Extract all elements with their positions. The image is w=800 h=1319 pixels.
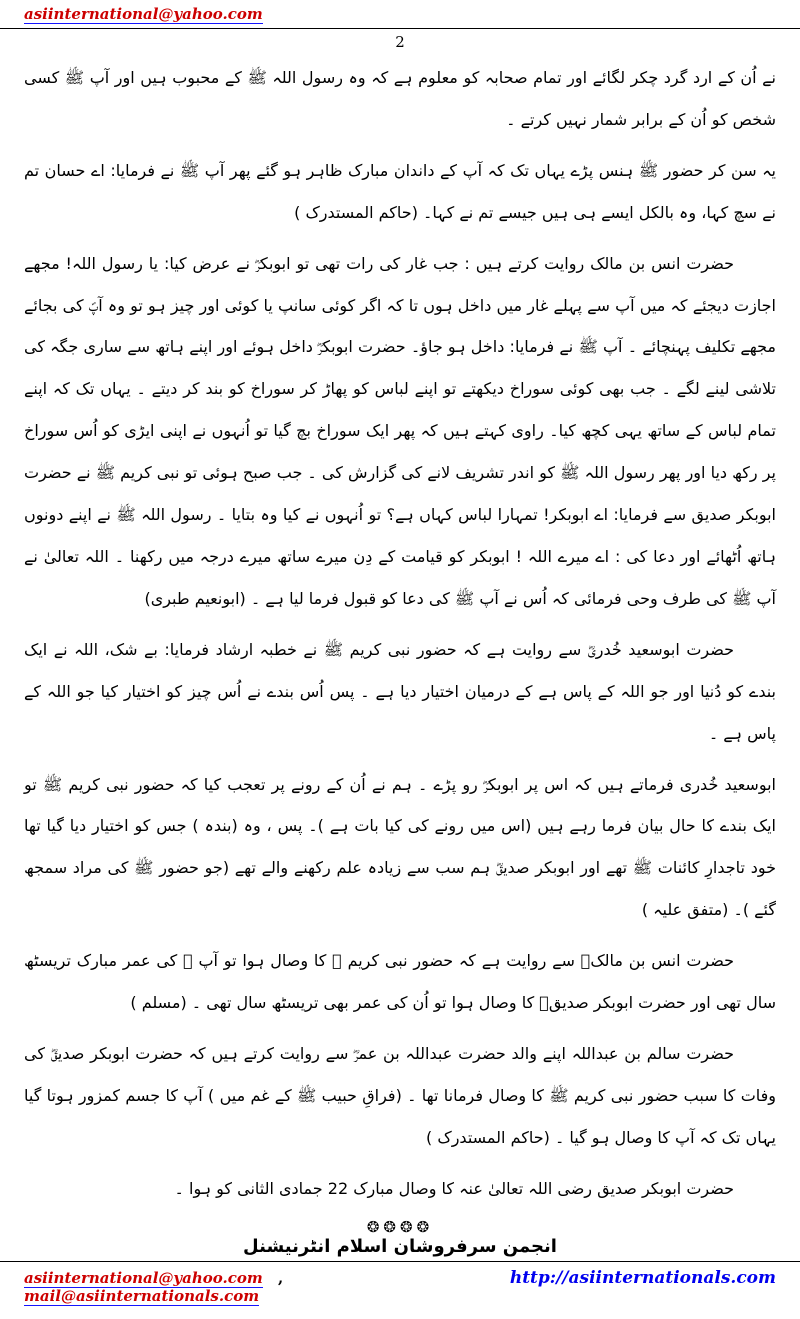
footer-email-separator: ,	[277, 1269, 284, 1288]
paragraph-2: یہ سن کر حضور ﷺ ہنس پڑے یہاں تک کہ آپ کے داندان مبارک ظاہر ہو گئے پھر آپ ﷺ نے فرمایا: اے حسان تم نے سچ کہا، وہ بالکل ایسے ہی ہیں جیسے تم نے کہا۔ (حاکم المستدرک )	[24, 160, 776, 222]
paragraph-5: ابوسعید خُدری فرماتے ہیں کہ اس پر ابوبکرؓ رو پڑے ۔ ہم نے اُن کے رونے پر تعجب کیا کہ حضور نبی کریم ﷺ تو ایک بندے کا حال بیان فرما رہے ہیں (اس میں رونے کی کیا بات ہے )۔ پس ، وہ (بندہ ) جس کو اختیار دیا گیا تھا خود تاجدارِ کائنات ﷺ تھے اور ابوبکر صدیقؓ ہم سب سے زیادہ علم رکھنے والے تھے (جو حضور ﷺ کی مراد سمجھ گئے )۔ (متفق علیہ )	[24, 774, 776, 920]
header-email-link[interactable]: asiinternational@yahoo.com	[24, 5, 263, 23]
footer-email-secondary-link[interactable]: mail@asiinternationals.com	[24, 1287, 260, 1306]
document-body	[0, 51, 800, 1219]
footer-website-link[interactable]: http://asiinternationals.com	[509, 1268, 776, 1289]
page-footer	[0, 1262, 800, 1319]
organization-title: انجمن سرفروشان اسلام انٹرنیشنل	[243, 1236, 557, 1258]
page-number: 2	[395, 33, 405, 51]
ornament-stars-icon: ❂❂❂❂	[366, 1217, 434, 1236]
page-header	[0, 0, 800, 25]
paragraph-7: حضرت سالم بن عبداللہ اپنے والد حضرت عبداللہ بن عمرؓ سے روایت کرتے ہیں کہ حضرت ابوبکر صدیقؓ کی وفات کا سبب حضور نبی کریم ﷺ کا وصال فرمانا تھا ۔ (فراقِ حبیب ﷺ کے غم میں ) آپ کا جسم کمزور ہوتا گیا یہاں تک کہ آپ کا وصال ہو گیا ۔ (حاکم المستدرک )	[24, 1043, 776, 1147]
footer-emails	[24, 1269, 510, 1305]
paragraph-4: حضرت ابوسعید خُدریؓ سے روایت ہے کہ حضور نبی کریم ﷺ نے خطبہ ارشاد فرمایا: بے شک، اللہ نے ایک بندے کو دُنیا اور جو اللہ کے پاس ہے کے درمیان اختیار دیا ہے ۔ پس اُس بندے نے اُس چیز کو اختیار کیا جو اللہ کے پاس ہے ۔	[24, 639, 776, 743]
footer-email-primary-link[interactable]: asiinternational@yahoo.com	[24, 1269, 263, 1288]
paragraph-8: حضرت ابوبکر صدیق رضی اللہ تعالیٰ عنہ کا وصال مبارک 22 جمادی الثانی کو ہوا ۔	[174, 1178, 734, 1198]
paragraph-3: حضرت انس بن مالک روایت کرتے ہیں : جب غار کی رات تھی تو ابوبکرؓ نے عرض کیا: یا رسول اللہ! مجھے اجازت دیجئے کہ میں آپ سے پہلے غار میں داخل ہوں تا کہ اگر کوئی سانپ یا کوئی اور چیز ہو تو وہ آپؐ کی بجائے مجھے تکلیف پہنچائے ۔ آپ ﷺ نے فرمایا: داخل ہو جاؤ۔ حضرت ابوبکرؓ داخل ہوئے اور اپنے ہاتھ سے ساری جگہ کی تلاشی لینے لگے ۔ جب بھی کوئی سوراخ دیکھتے تو اپنے لباس کو پھاڑ کر سوراخ کو بند کر دیتے ۔ یہاں تک کہ اپنے تمام لباس کے ساتھ یہی کچھ کیا۔ راوی کہتے ہیں کہ پھر ایک سوراخ بچ گیا تو اُنہوں نے اپنی ایڑی کو اُس سوراخ پر رکھ دیا اور پھر رسول اللہ ﷺ کو اندر تشریف لانے کی گزارش کی ۔ جب صبح ہوئی تو نبی کریم ﷺ نے حضرت ابوبکر صدیق سے فرمایا: اے ابوبکر! تمہارا لباس کہاں ہے؟ تو اُنہوں نے کیا وہ بتایا ۔ رسول اللہ ﷺ نے اپنے دونوں ہاتھ اُٹھائے اور دعا کی : اے میرے اللہ ! ابوبکر کو قیامت کے دِن میرے ساتھ میرے درجہ میں رکھنا ۔ اللہ تعالیٰ نے آپ ﷺ کی طرف وحی فرمائی کہ اُس نے آپ ﷺ کی دعا کو قبول فرما لیا ہے ۔ (ابونعیم طبری)	[24, 253, 776, 608]
paragraph-6: حضرت انس بن مالکؓ سے روایت ہے کہ حضور نبی کریم ﷺ کا وصال ہوا تو آپ ﷺ کی عمر مبارک تریسٹھ سال تھی اور حضرت ابوبکر صدیقؓ کا وصال ہوا تو اُن کی عمر بھی تریسٹھ سال تھی ۔ (مسلم )	[24, 951, 776, 1013]
paragraph-1: نے اُن کے ارد گرد چکر لگائے اور تمام صحابہ کو معلوم ہے کہ وہ رسول اللہ ﷺ کے محبوب ہیں اور آپ ﷺ کسی شخص کو اُن کے برابر شمار نہیں کرتے ۔	[24, 68, 776, 129]
